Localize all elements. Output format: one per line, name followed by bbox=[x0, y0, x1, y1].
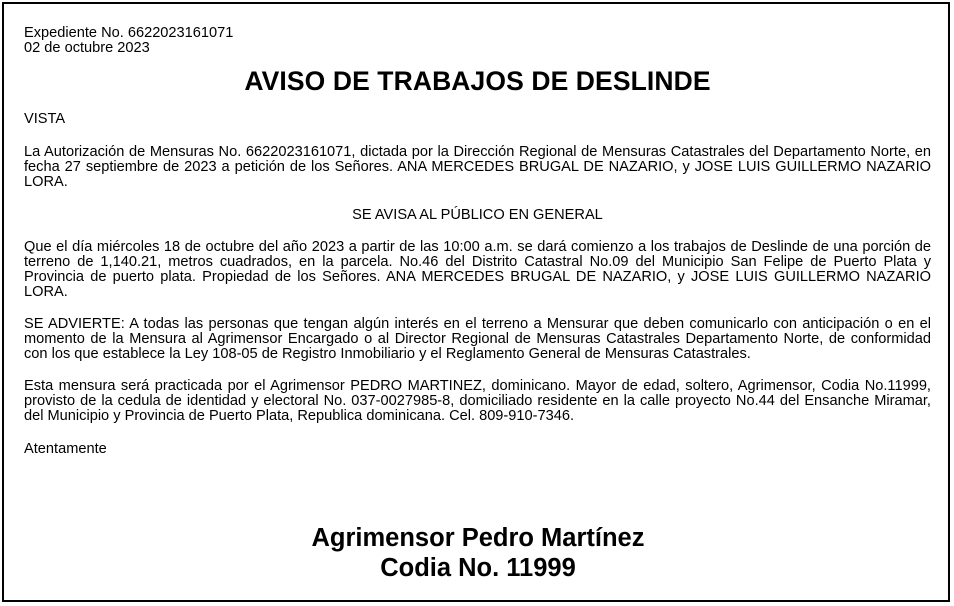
notice-body bbox=[24, 26, 931, 457]
public-notice-heading: SE AVISA AL PÚBLICO EN GENERAL bbox=[352, 207, 603, 223]
schedule-paragraph: Que el día miércoles 18 de octubre del año 2023 a partir de las 10:00 a.m. se dará comienzo a los trabajos de Deslinde de una porción de terreno de 1,140.21, metros cuadrados, en la parcela. No.46 del Distrito Catastral No.09 del Municipio San Felipe de Puerto Plata y Provincia de puerto plata. Propiedad de los Señores. ANA MERCEDES BRUGAL DE NAZARIO, y JOSE LUIS GUILLERMO NAZARIO LORA. bbox=[24, 239, 931, 300]
notice-title: AVISO DE TRABAJOS DE DESLINDE bbox=[244, 66, 711, 96]
notice-border bbox=[2, 2, 950, 602]
vista-label: VISTA bbox=[24, 111, 66, 127]
warning-paragraph: SE ADVIERTE: A todas las personas que tengan algún interés en el terreno a Mensurar que deben comunicarlo con anticipación o en el momento de la Mensura al Agrimensor Encargado o al Director Regional de Mensuras Catastrales Departamento Norte, de conformidad con los que establece la Ley 108-05 de Registro Inmobiliario y el Reglamento General de Mensuras Catastrales. bbox=[24, 316, 931, 362]
signature-name: Agrimensor Pedro Martínez bbox=[311, 524, 645, 552]
case-number: Expediente No. 6622023161071 bbox=[24, 25, 234, 41]
signature-codia: Codia No. 11999 bbox=[380, 554, 576, 582]
authorization-paragraph: La Autorización de Mensuras No. 6622023161071, dictada por la Dirección Regional de Mensuras Catastrales del Departamento Norte, en fecha 27 septiembre de 2023 a petición de los Señores. ANA MERCEDES BRUGAL DE NAZARIO, y JOSE LUIS GUILLERMO NAZARIO LORA. bbox=[24, 144, 931, 190]
closing-text: Atentamente bbox=[24, 441, 107, 457]
surveyor-paragraph: Esta mensura será practicada por el Agrimensor PEDRO MARTINEZ, dominicano. Mayor de edad, soltero, Agrimensor, Codia No.11999, provisto de la cedula de identidad y electoral No. 037-0027985-8, domiciliado residente en la calle proyecto No.44 del Ensanche Miramar, del Municipio y Provincia de Puerto Plata, Republica dominicana. Cel. 809-910-7346. bbox=[24, 378, 931, 424]
notice-date: 02 de octubre 2023 bbox=[24, 40, 150, 56]
